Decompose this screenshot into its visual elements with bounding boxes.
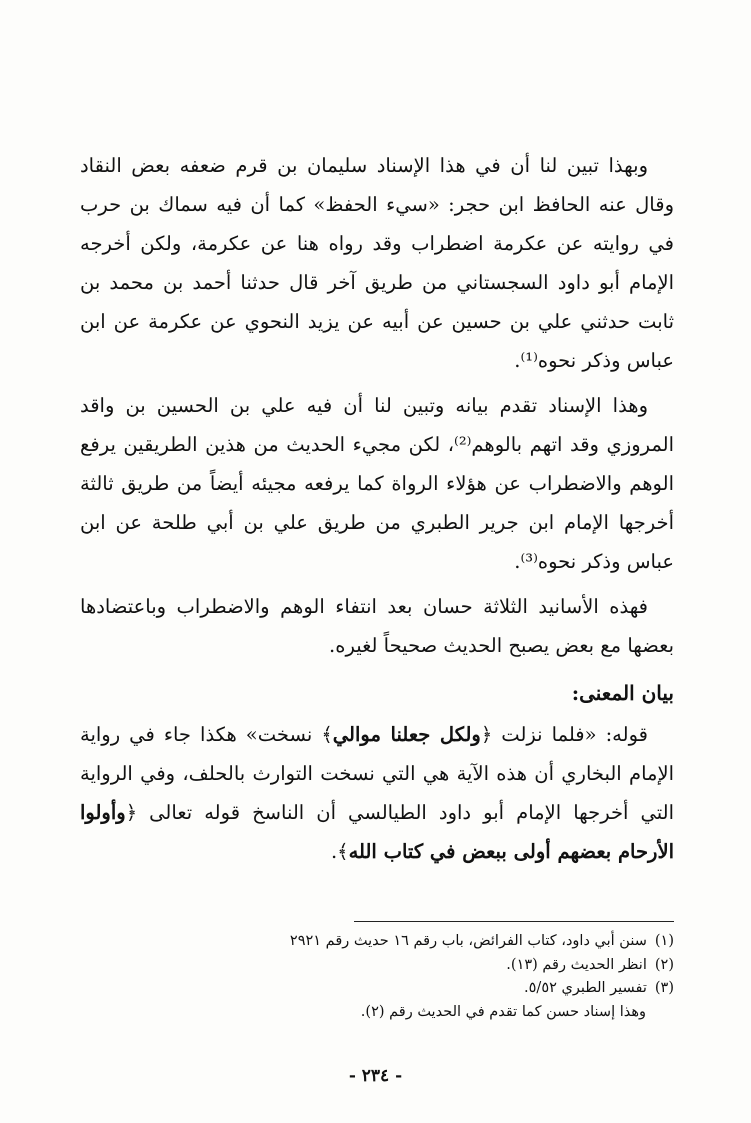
p4-part-e: ﴾. — [330, 840, 349, 863]
footnote-1 — [200, 930, 674, 954]
footnotes — [200, 930, 674, 1024]
footnote-text: انظر الحديث رقم (١٣). — [506, 956, 647, 973]
footnote-number: (٢) — [654, 956, 674, 973]
footnote-text: تفسير الطبري ٥/٥٢. — [524, 980, 647, 996]
page-body — [80, 146, 674, 877]
paragraph-1: وبهذا تبين لنا أن في هذا الإسناد سليمان بن قرم ضعفه بعض النقاد وقال عنه الحافظ ابن حجر: «سيء الحفظ» كما أن فيه سماك بن حرب في روايته عن عكرمة اضطراب وقد رواه هنا عن عكرمة، ولكن أخرجه الإمام أبو داود السجستاني من طريق آخر قال حدثنا أحمد بن محمد بن ثابت حدثني علي بن حسين عن أبيه عن يزيد النحوي عن عكرمة عن ابن عباس وذكر نحوه⁽¹⁾. — [80, 154, 674, 372]
p4-part-a: قوله: «فلما نزلت ﴿ — [480, 723, 648, 746]
footnote-number: (١) — [654, 933, 674, 949]
p4-part-c: ﴾ نسخت» هكذا جاء في رواية الإمام البخاري أن هذه الآية هي التي نسخت التوارث بالحلف، وفي الرواية التي أخرجها الإمام أبو داود الطيالسي أن الناسخ قوله تعالى ﴿ — [80, 723, 674, 824]
footnote-divider — [354, 921, 674, 922]
quran-quote-2: وأولوا الأرحام بعضهم أولى ببعض في كتاب الله — [80, 801, 674, 863]
page-number: - ٢٣٤ - — [348, 1066, 403, 1086]
footnote-3-continuation: وهذا إسناد حسن كما تقدم في الحديث رقم (٢). — [360, 1003, 646, 1020]
footnote-number: (٣) — [654, 980, 674, 996]
footnote-2 — [200, 954, 674, 978]
footnote-3 — [200, 977, 674, 1001]
paragraph-3: فهذه الأسانيد الثلاثة حسان بعد انتفاء الوهم والاضطراب وباعتضادها بعضها مع بعض يصبح الحديث صحيحاً لغيره. — [80, 595, 674, 657]
section-heading: بيان المعنى: — [571, 681, 674, 705]
paragraph-2: وهذا الإسناد تقدم بيانه وتبين لنا أن فيه علي بن الحسين بن واقد المروزي وقد اتهم بالوهم⁽²⁾، لكن مجيء الحديث من هذين الطريقين يرفع الوهم والاضطراب عن هؤلاء الرواة كما يرفعه مجيئه أيضاً من طريق ثالثة أخرجها الإمام ابن جرير الطبري من طريق علي بن أبي طلحة عن ابن عباس وذكر نحوه⁽³⁾. — [80, 394, 674, 573]
paragraph-4 — [80, 715, 674, 871]
quran-quote-1: ولكل جعلنا موالي — [332, 723, 481, 746]
footnote-text: سنن أبي داود، كتاب الفرائض، باب رقم ١٦ حديث رقم ٢٩٢١ — [289, 933, 647, 949]
